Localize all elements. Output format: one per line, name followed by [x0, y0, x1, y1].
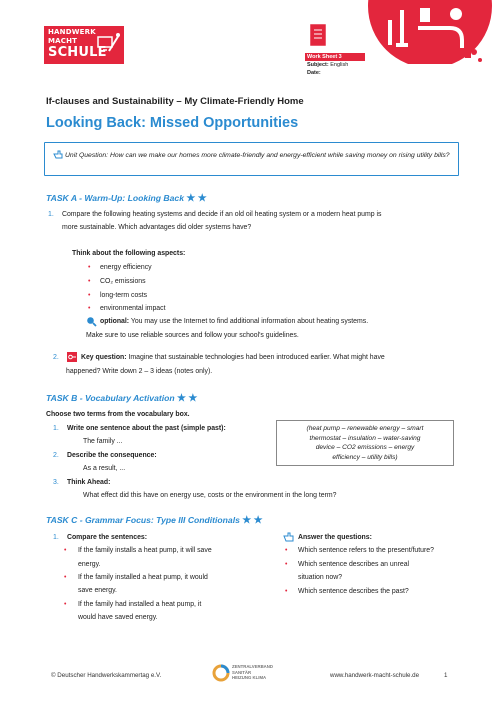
magnifier-icon [86, 316, 97, 327]
question-2-line-1: Which sentence describes an unreal [298, 561, 410, 568]
task-c-item-number: 1. [53, 534, 59, 541]
bullet-icon: • [285, 588, 288, 595]
pointing-hand-icon [283, 532, 294, 542]
task-b-intro: Choose two terms from the vocabulary box. [46, 411, 190, 418]
task-b-title: TASK B - Vocabulary Activation [46, 393, 175, 403]
sentence-bullet [64, 545, 66, 556]
worksheet-badge: Work Sheet 3 [305, 53, 365, 61]
sentence-2-line-1: If the family installed a heat pump, it would [78, 574, 208, 581]
key-question-line-2: happened? Write down 2 – 3 ideas (notes only). [66, 368, 213, 375]
task-b-item-3-sub: What effect did this have on energy use, costs or the environment in the long term? [83, 492, 337, 499]
subject-value: English [330, 62, 349, 68]
question-bullet [285, 559, 287, 570]
unit-question-box [44, 142, 459, 176]
date-line [307, 70, 321, 76]
question-2-line-2: situation now? [298, 574, 343, 581]
task-b-item-2-sub: As a result, ... [83, 465, 126, 472]
key-icon [67, 352, 77, 362]
task-b-item-2-number: 2. [53, 452, 59, 459]
aspect-item [88, 303, 90, 314]
aspect-text: long-term costs [100, 292, 148, 299]
vocabulary-line: (heat pump – renewable energy – smart [306, 425, 424, 432]
task-c-title: TASK C - Grammar Focus: Type III Conditionals [46, 515, 240, 525]
star-icon: ★ [188, 393, 198, 404]
bullet-icon: • [64, 547, 67, 554]
bullet-icon: • [88, 278, 91, 285]
star-icon: ★ [197, 193, 207, 204]
handwerk-macht-schule-logo [44, 26, 124, 64]
bullet-icon: • [88, 264, 91, 271]
bullet-icon: • [64, 574, 67, 581]
sentence-bullet [64, 599, 66, 610]
task-a-item-1-line-1: Compare the following heating systems and decide if an old oil heating system or a modern heat pump is [62, 211, 382, 218]
optional-note-line-2: Make sure to use reliable sources and follow your school's guidelines. [86, 332, 299, 339]
zentralverband-logo-icon [212, 664, 230, 682]
task-a-title: TASK A - Warm-Up: Looking Back [46, 193, 184, 203]
tools-icon [95, 31, 121, 57]
task-c-right-heading: Answer the questions: [298, 534, 372, 541]
task-a-item-2-number: 2. [53, 354, 59, 361]
logo-line-3: SCHULE [48, 45, 107, 60]
bullet-icon: • [64, 601, 67, 608]
zentralverband-logo-text [232, 664, 273, 681]
bullet-icon: • [88, 292, 91, 299]
logo-line-1: HANDWERK [48, 28, 96, 36]
aspects-heading: Think about the following aspects: [72, 250, 186, 257]
question-1: Which sentence refers to the present/future? [298, 547, 434, 554]
task-b-item-3-label: Think Ahead: [67, 479, 111, 486]
sentence-1-line-2: energy. [78, 561, 101, 568]
zv-line: HEIZUNG KLIMA [232, 675, 267, 680]
footer-website-link[interactable]: www.handwerk-macht-schule.de [330, 672, 420, 679]
aspect-item [88, 276, 90, 287]
key-question [81, 352, 385, 363]
key-question-text: Imagine that sustainable technologies had been introduced earlier. What might have [126, 354, 385, 361]
vocabulary-line: efficiency – utility bills) [332, 453, 398, 461]
optional-text: You may use the Internet to find additional information about heating systems. [129, 318, 369, 325]
bullet-icon: • [285, 547, 288, 554]
vocabulary-line: thermostat – insulation – water-saving [309, 434, 421, 442]
aspect-text: environmental impact [100, 305, 166, 312]
aspect-text: energy efficiency [100, 264, 152, 271]
vocabulary-terms [281, 424, 449, 462]
bullet-icon: • [285, 561, 288, 568]
star-icon: ★ [186, 193, 196, 204]
task-a-item-1-line-2: more sustainable. Which advantages did older systems have? [62, 224, 252, 231]
vocabulary-box [276, 420, 454, 466]
optional-note [100, 316, 368, 327]
star-icon: ★ [177, 393, 186, 404]
optional-label: optional: [100, 318, 130, 325]
star-icon: ★ [242, 515, 252, 526]
sentence-3-line-1: If the family had installed a heat pump, it [78, 601, 202, 608]
task-b-item-1-label: Write one sentence about the past (simple past): [67, 425, 226, 432]
aspect-item [88, 262, 90, 273]
page-number: 1 [444, 672, 448, 679]
task-b-item-1-number: 1. [53, 425, 59, 432]
sentence-1-line-1: If the family installs a heat pump, it will save [78, 547, 212, 554]
task-b-item-2-label: Describe the consequence: [67, 452, 157, 459]
key-question-label: Key question: [81, 354, 127, 361]
star-icon: ★ [253, 515, 263, 526]
sentence-bullet [64, 572, 66, 583]
question-3: Which sentence describes the past? [298, 588, 409, 595]
task-a-item-1-number: 1. [48, 211, 54, 218]
sentence-2-line-2: save energy. [78, 587, 117, 594]
question-bullet [285, 545, 287, 556]
task-c-heading [46, 515, 263, 526]
question-bullet [285, 586, 287, 597]
task-b-item-1-sub: The family ... [83, 438, 123, 445]
bullet-icon: • [88, 305, 91, 312]
subject-line [307, 62, 348, 68]
vocabulary-line: device – CO2 emissions – energy [315, 444, 415, 451]
topic-heading: If-clauses and Sustainability – My Climate-Friendly Home [46, 96, 304, 107]
task-b-item-3-number: 3. [53, 479, 59, 486]
page-title: Looking Back: Missed Opportunities [46, 115, 299, 131]
footer-copyright: © Deutscher Handwerkskammertag e.V. [51, 672, 162, 679]
logo-line-2: MACHT [48, 37, 78, 45]
date-label: Date: [307, 70, 321, 76]
subject-label: Subject: [307, 62, 329, 68]
zv-line: SANITÄR [232, 669, 252, 675]
sentence-3-line-2: would have saved energy. [78, 614, 158, 621]
aspect-item [88, 290, 90, 301]
task-b-heading [46, 393, 197, 404]
aspect-text: CO₂ emissions [100, 278, 146, 285]
task-a-heading [46, 193, 207, 204]
task-c-left-heading: Compare the sentences: [67, 534, 148, 541]
zv-line: ZENTRALVERBAND [232, 664, 273, 669]
unit-question-text: Unit Question: How can we make our homes more climate-friendly and energy-efficient while saving money on rising utility bills? [65, 152, 450, 159]
